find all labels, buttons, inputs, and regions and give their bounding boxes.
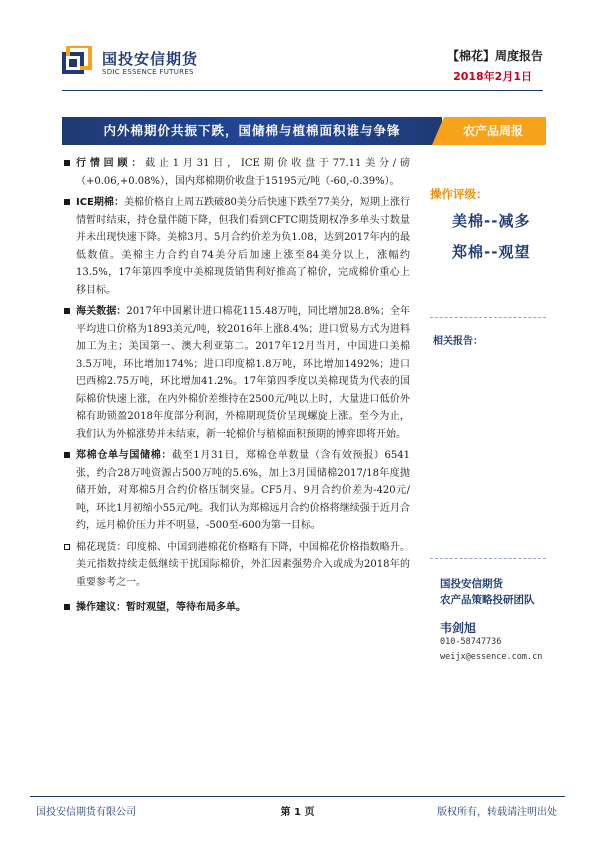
team-name: 农产品策略投研团队 — [440, 594, 535, 606]
bullet-lead: 郑棉仓单与国储棉： — [76, 450, 173, 461]
analyst-email[interactable]: weijx@essence.com.cn — [440, 652, 543, 662]
bullet-ice-cotton — [58, 194, 410, 299]
bullet-lead: 行情回顾： — [76, 158, 146, 169]
report-date: 2018年2月1日 — [453, 70, 532, 83]
rating-zhengzhou-cotton: 郑棉--观望 — [452, 243, 531, 261]
rating-label: 操作评级： — [430, 187, 488, 201]
bullet-text: 2017年中国累计进口棉花115.48万吨，同比增加28.8%；全年平均进口价格为1893美元/吨，较2016年上涨8.4%；进口贸易方式为进料加工为主；美国第一、澳大利亚第二。2017年12月当月，中国进口美棉3.5万吨，环比增加174%；进口印度棉1.8万吨，环比增加1492%；进口巴西棉2.75万吨，环比增加41.2%。17年第四季度以美棉现货为代表的国际棉价快速上涨，在内外棉价差维持在2500元/吨以上时，大量进口低价外棉有助锁盈2018年度部分利润，外棉期现货价呈现螺旋上涨。至今为止，我们认为外棉涨势并未结束，新一轮棉价与植棉面积预期的博弈即将开始。 — [76, 306, 410, 440]
report-title: 内外棉期价共振下跌，国储棉与植棉面积谁与争锋 — [103, 123, 401, 138]
company-name-cn: 国投安信期货 — [102, 50, 199, 68]
bullet-operation-advice — [58, 599, 410, 617]
bullet-lead: ICE期棉： — [76, 197, 124, 208]
bullet-text: 截止1月31日，ICE期价收盘于77.11美分/磅（+0.06,+0.08%），国内郑棉期价收盘于15195元/吨（-60,-0.39%）。 — [76, 158, 410, 187]
report-body — [58, 155, 410, 621]
section-tag-label: 农产品周报 — [462, 124, 523, 138]
page-number: 第 1 页 — [280, 807, 315, 818]
bullet-text: 截至1月31日，郑棉仓单数量（含有效预报）6541张，约合28万吨资源占500万吨的5.6%，加上3月国储棉2017/18年度抛储开始，对郑棉5月合约价格压制突显。CF5月、9月合约价差为-420元/吨，环比1月初缩小55元/吨。我们认为郑棉远月合约价格将继续强于近月合约，远月棉价压力并不明显，-500至-600为第一目标。 — [76, 450, 410, 531]
bullet-warehouse-reserve — [58, 447, 410, 535]
bullet-text: 棉花现货：印度棉、中国到港棉花价格略有下降，中国棉花价格指数略升。美元指数持续走低继续干扰国际棉价，外汇因素强势介入或成为2018年的重要参考之一。 — [76, 541, 410, 588]
report-type: 【棉花】周度报告 — [446, 49, 543, 63]
bullet-market-review — [58, 155, 410, 190]
rating-us-cotton: 美棉--减多 — [452, 212, 531, 230]
analyst-phone: 010-58747736 — [440, 637, 502, 647]
analyst-name: 韦剑旭 — [440, 621, 477, 635]
bullet-text: 操作建议：暂时观望，等待布局多单。 — [76, 602, 246, 613]
company-logo-icon — [62, 46, 96, 78]
bullet-spot-cotton — [58, 539, 410, 592]
sidebar-divider — [430, 558, 546, 559]
footer-company: 国投安信期货有限公司 — [36, 807, 136, 818]
header-divider — [62, 90, 543, 91]
team-organization: 国投安信期货 — [440, 578, 503, 590]
footer-copyright: 版权所有，转载请注明出处 — [437, 807, 557, 818]
sidebar-divider — [430, 317, 546, 318]
bullet-lead: 海关数据： — [76, 306, 127, 317]
footer-divider — [30, 796, 565, 797]
bullet-text: 美棉价格自上周五跌破80美分后快速下跌至77美分，短期上涨行情暂时结束，持仓量伴随下降，但我们看到CFTC期货期权净多单头寸数量并未出现快速下降。美棉3月、5月合约价差为负1.08，达到2017年内的最低数值。美棉主力合约自74美分后加速上涨至84美分以上，涨幅约13.5%，17年第四季度中美棉现货销售利好推高了棉价，完成棉价重心上移目标。 — [76, 197, 411, 296]
bullet-customs-data — [58, 303, 410, 443]
related-reports-label: 相关报告： — [433, 336, 483, 347]
company-name-en: SDIC ESSENCE FUTURES — [102, 68, 194, 76]
